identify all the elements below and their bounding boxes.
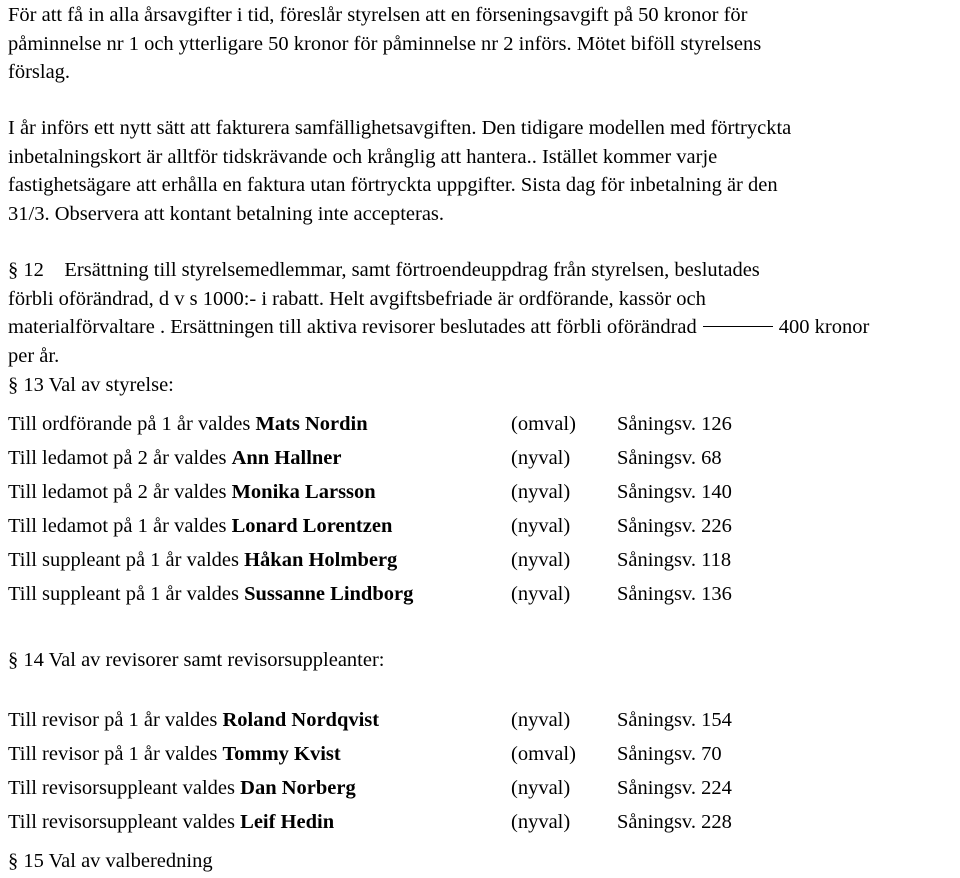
person-name: Mats Nordin xyxy=(255,413,368,435)
election-status: (nyval) xyxy=(511,549,571,571)
election-status: (nyval) xyxy=(511,515,571,537)
text-fragment: materialförvaltare . Ersättningen till aktiva revisorer beslutades att förbli oförändrad xyxy=(8,316,697,338)
section-symbol: § xyxy=(8,850,19,872)
text-line: 31/3. Observera att kontant betalning inte accepteras. xyxy=(8,202,445,225)
list-item xyxy=(8,478,960,506)
person-name: Roland Nordqvist xyxy=(222,709,380,731)
role-text: Till ledamot på 2 år valdes xyxy=(8,481,232,503)
role-text: Till suppleant på 1 år valdes xyxy=(8,583,245,605)
person-name: Ann Hallner xyxy=(231,447,342,469)
election-status: (nyval) xyxy=(511,481,571,503)
person-name: Dan Norberg xyxy=(240,777,356,799)
text-line xyxy=(8,256,869,285)
election-status: (nyval) xyxy=(511,709,571,731)
role-text: Till revisor på 1 år valdes xyxy=(8,709,223,731)
list-item xyxy=(8,706,960,734)
section-14-heading xyxy=(8,646,385,675)
role-text: Till suppleant på 1 år valdes xyxy=(8,549,245,571)
text-line: förslag. xyxy=(8,61,71,83)
role-text: Till ordförande på 1 år valdes xyxy=(8,413,256,435)
role-text: Till revisorsuppleant valdes xyxy=(8,811,241,833)
election-status: (omval) xyxy=(511,413,576,435)
address: Såningsv. 224 xyxy=(617,777,732,799)
address: Såningsv. 68 xyxy=(617,447,722,469)
heading-text: 14 Val av revisorer samt revisorsuppleanter: xyxy=(23,649,385,671)
address: Såningsv. 118 xyxy=(617,549,732,571)
address: Såningsv. 228 xyxy=(617,811,732,833)
election-status: (nyval) xyxy=(511,777,571,799)
address: Såningsv. 126 xyxy=(617,413,732,435)
person-name: Sussanne Lindborg xyxy=(244,583,414,605)
list-item xyxy=(8,546,960,574)
list-item xyxy=(8,512,960,540)
text-fragment: 400 kronor xyxy=(778,316,870,338)
text-line: påminnelse nr 1 och ytterligare 50 kronor för påminnelse nr 2 införs. Mötet biföll styrelsens xyxy=(8,32,762,55)
person-name: Monika Larsson xyxy=(231,481,376,503)
role-text: Till revisorsuppleant valdes xyxy=(8,777,241,799)
address: Såningsv. 226 xyxy=(617,515,732,537)
text-line: inbetalningskort är alltför tidskrävande och krånglig att hantera.. Istället kommer varje xyxy=(8,145,718,168)
text-line: per år. xyxy=(8,344,60,367)
section-symbol: § xyxy=(8,374,19,396)
paragraph-invoicing xyxy=(8,114,791,228)
list-item xyxy=(8,774,960,802)
list-item xyxy=(8,740,960,768)
person-name: Lonard Lorentzen xyxy=(231,515,393,537)
dash-rule xyxy=(703,326,773,327)
address: Såningsv. 136 xyxy=(617,583,732,605)
text-line: förbli oförändrad, d v s 1000:- i rabatt. Helt avgiftsbefriade är ordförande, kassör och xyxy=(8,287,706,310)
election-status: (nyval) xyxy=(511,811,571,833)
section-symbol: § xyxy=(8,649,19,671)
heading-text: 13 Val av styrelse: xyxy=(23,374,174,396)
section-12-text: 12 Ersättning till styrelsemedlemmar, samt förtroendeuppdrag från styrelsen, beslutades xyxy=(23,259,760,281)
list-item xyxy=(8,410,960,438)
section-15-heading xyxy=(8,847,213,876)
section-13-heading xyxy=(8,371,174,400)
text-line: I år införs ett nytt sätt att fakturera samfällighetsavgiften. Den tidigare modellen med förtryckta xyxy=(8,117,792,139)
address: Såningsv. 154 xyxy=(617,709,732,731)
text-line xyxy=(8,313,869,342)
text-line: fastighetsägare att erhålla en faktura utan förtryckta uppgifter. Sista dag för inbetalning är den xyxy=(8,174,778,196)
person-name: Tommy Kvist xyxy=(222,743,341,765)
list-item xyxy=(8,580,960,608)
election-status: (omval) xyxy=(511,743,576,765)
section-symbol: § xyxy=(8,259,19,281)
person-name: Håkan Holmberg xyxy=(244,549,398,571)
role-text: Till revisor på 1 år valdes xyxy=(8,743,223,765)
list-item xyxy=(8,808,960,836)
person-name: Leif Hedin xyxy=(240,811,335,833)
role-text: Till ledamot på 1 år valdes xyxy=(8,515,232,537)
heading-text: 15 Val av valberedning xyxy=(23,850,213,872)
text-line: För att få in alla årsavgifter i tid, föreslår styrelsen att en förseningsavgift på 50 kronor för xyxy=(8,4,748,26)
election-status: (nyval) xyxy=(511,447,571,469)
address: Såningsv. 140 xyxy=(617,481,732,503)
role-text: Till ledamot på 2 år valdes xyxy=(8,447,232,469)
paragraph-late-fee xyxy=(8,1,761,87)
address: Såningsv. 70 xyxy=(617,743,722,765)
election-status: (nyval) xyxy=(511,583,571,605)
paragraph-section-12 xyxy=(8,256,869,370)
list-item xyxy=(8,444,960,472)
